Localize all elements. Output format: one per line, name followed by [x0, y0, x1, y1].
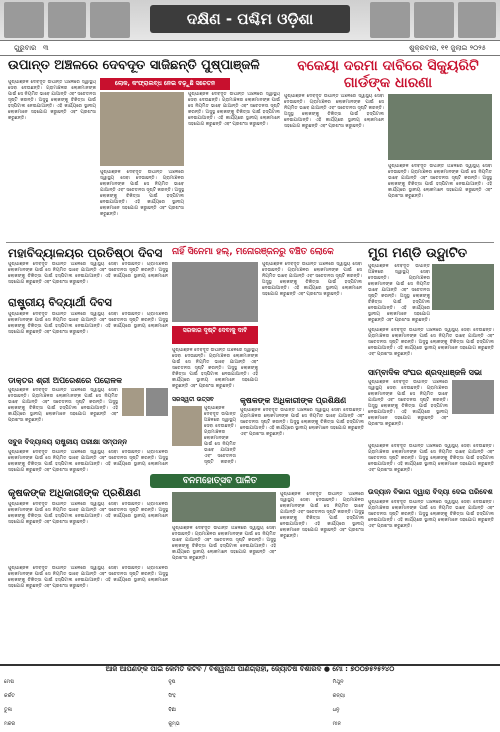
article-text: ପୁଷ୍ପାଞ୍ଜଳି ଦେବଦୂତ ଉପାନ୍ତ ଅଞ୍ଚଳରେ ସ୍ୱାସ୍ଥ୍ୟ ସେବା ଦେଉଛନ୍ତି। ଗ୍ରାମାଞ୍ଚଳର ଲୋକମାନଙ୍କ ପାଇଁ ସେ ନିୟମିତ ଭାବେ ଯାଆନ୍ତି ଏବଂ ସଚେତନତା ସୃଷ୍ଟି କରନ୍ତି।: [204, 406, 236, 465]
story-headline: ସବୁଜ ବିଦ୍ୟାଳୟ ରାଷ୍ଟ୍ରୀୟ ପରୀକ୍ଷା ସମ୍ପନ୍ନ: [8, 438, 128, 446]
article-text: ପୁଷ୍ପାଞ୍ଜଳି ଦେବଦୂତ ଉପାନ୍ତ ଅଞ୍ଚଳରେ ସ୍ୱାସ୍ଥ୍ୟ ସେବା ଦେଉଛନ୍ତି। ଗ୍ରାମାଞ୍ଚଳର ଲୋକମାନଙ୍କ ପାଇଁ ସେ ନିୟମିତ ଭାବେ ଯାଆନ୍ତି ଏବଂ ସଚେତନତା ସୃଷ୍ଟି କରନ୍ତି। ଅସୁସ୍ଥ ଲୋକଙ୍କୁ ଚିକିତ୍ସା ପାଇଁ ହସ୍ପିଟାଲ ନେଇଯାଆନ୍ତି। ଏହି କାର୍ଯ୍ୟରେ ସ୍ଥାନୀୟ ଲୋକମାନେ ସହଯୋଗ କରୁଛନ୍ତି ଏବଂ ପ୍ରଶଂସା କରୁଛନ୍ତି।: [8, 312, 168, 335]
dateline: [0, 40, 500, 56]
divider: [6, 242, 494, 243]
date: ଶୁକ୍ରବାର, ୧୧ ଜୁଲାଇ ୨୦୨୫: [409, 44, 486, 52]
horoscope-item: ସିଂହ: [168, 693, 176, 699]
article-photo: [388, 94, 492, 160]
article-text: ପୁଷ୍ପାଞ୍ଜଳି ଦେବଦୂତ ଉପାନ୍ତ ଅଞ୍ଚଳରେ ସ୍ୱାସ୍ଥ୍ୟ ସେବା ଦେଉଛନ୍ତି। ଗ୍ରାମାଞ୍ଚଳର ଲୋକମାନଙ୍କ ପାଇଁ ସେ ନିୟମିତ ଭାବେ ଯାଆନ୍ତି ଏବଂ ସଚେତନତା ସୃଷ୍ଟି କରନ୍ତି। ଅସୁସ୍ଥ ଲୋକଙ୍କୁ ଚିକିତ୍ସା ପାଇଁ ହସ୍ପିଟାଲ ନେଇଯାଆନ୍ତି। ଏହି କାର୍ଯ୍ୟରେ ସ୍ଥାନୀୟ ଲୋକମାନେ ସହଯୋଗ କରୁଛନ୍ତି ଏବଂ ପ୍ରଶଂସା କରୁଛନ୍ତି।: [284, 94, 384, 129]
article-text: ପୁଷ୍ପାଞ୍ଜଳି ଦେବଦୂତ ଉପାନ୍ତ ଅଞ୍ଚଳରେ ସ୍ୱାସ୍ଥ୍ୟ ସେବା ଦେଉଛନ୍ତି। ଗ୍ରାମାଞ୍ଚଳର ଲୋକମାନଙ୍କ ପାଇଁ ସେ ନିୟମିତ ଭାବେ ଯାଆନ୍ତି ଏବଂ ସଚେତନତା ସୃଷ୍ଟି କରନ୍ତି। ଅସୁସ୍ଥ ଲୋକଙ୍କୁ ଚିକିତ୍ସା ପାଇଁ ହସ୍ପିଟାଲ ନେଇଯାଆନ୍ତି। ଏହି କାର୍ଯ୍ୟରେ ସ୍ଥାନୀୟ ଲୋକମାନେ ସହଯୋଗ କରୁଛନ୍ତି ଏବଂ ପ୍ରଶଂସା କରୁଛନ୍ତି।: [280, 492, 364, 539]
article-photo: [100, 92, 184, 166]
page-label: ଗୁରୁବାର ୩: [14, 44, 49, 52]
story-callout: ସରକାର ଦୃଷ୍ଟି ଦେବାକୁ ଦାବି: [172, 326, 258, 344]
horoscope-item: ମକର: [4, 721, 16, 727]
story-headline: ମହାବିଦ୍ୟାଳୟର ପ୍ରତିଷ୍ଠା ଦିବସ: [8, 246, 163, 260]
article-photo: [172, 262, 258, 322]
horoscope-item: କର୍କଟ: [4, 693, 15, 699]
masthead-title: ଦକ୍ଷିଣ - ପଶ୍ଚିମ ଓଡ଼ିଶା: [150, 5, 350, 33]
article-text: ପୁଷ୍ପାଞ୍ଜଳି ଦେବଦୂତ ଉପାନ୍ତ ଅଞ୍ଚଳରେ ସ୍ୱାସ୍ଥ୍ୟ ସେବା ଦେଉଛନ୍ତି। ଗ୍ରାମାଞ୍ଚଳର ଲୋକମାନଙ୍କ ପାଇଁ ସେ ନିୟମିତ ଭାବେ ଯାଆନ୍ତି ଏବଂ ସଚେତନତା ସୃଷ୍ଟି କରନ୍ତି। ଅସୁସ୍ଥ ଲୋକଙ୍କୁ ଚିକିତ୍ସା ପାଇଁ ହସ୍ପିଟାଲ ନେଇଯାଆନ୍ତି। ଏହି କାର୍ଯ୍ୟରେ ସ୍ଥାନୀୟ ଲୋକମାନେ ସହଯୋଗ କରୁଛନ୍ତି ଏବଂ ପ୍ରଶଂସା କରୁଛନ୍ତି।: [8, 388, 118, 423]
horoscope-item: ବିଛା: [168, 707, 177, 713]
article-text: ପୁଷ୍ପାଞ୍ଜଳି ଦେବଦୂତ ଉପାନ୍ତ ଅଞ୍ଚଳରେ ସ୍ୱାସ୍ଥ୍ୟ ସେବା ଦେଉଛନ୍ତି। ଗ୍ରାମାଞ୍ଚଳର ଲୋକମାନଙ୍କ ପାଇଁ ସେ ନିୟମିତ ଭାବେ ଯାଆନ୍ତି ଏବଂ ସଚେତନତା ସୃଷ୍ଟି କରନ୍ତି। ଅସୁସ୍ଥ ଲୋକଙ୍କୁ ଚିକିତ୍ସା ପାଇଁ ହସ୍ପିଟାଲ ନେଇଯାଆନ୍ତି। ଏହି କାର୍ଯ୍ୟରେ ସ୍ଥାନୀୟ ଲୋକମାନେ ସହଯୋଗ କରୁଛନ୍ତି ଏବଂ ପ୍ରଶଂସା କରୁଛନ୍ତି।: [8, 262, 168, 285]
story-subheadline: ଲୋକ, କଂଫ୍ରାଲବ୍ଧ ନେଇ ବଢ଼ୁଛି ସଚେତନ: [100, 78, 230, 90]
article-photo: [172, 406, 202, 446]
article-photo: [432, 264, 494, 310]
article-text: ପୁଷ୍ପାଞ୍ଜଳି ଦେବଦୂତ ଉପାନ୍ତ ଅଞ୍ଚଳରେ ସ୍ୱାସ୍ଥ୍ୟ ସେବା ଦେଉଛନ୍ତି। ଗ୍ରାମାଞ୍ଚଳର ଲୋକମାନଙ୍କ ପାଇଁ ସେ ନିୟମିତ ଭାବେ ଯାଆନ୍ତି ଏବଂ ସଚେତନତା ସୃଷ୍ଟି କରନ୍ତି। ଅସୁସ୍ଥ ଲୋକଙ୍କୁ ଚିକିତ୍ସା ପାଇଁ ହସ୍ପିଟାଲ ନେଇଯାଆନ୍ତି। ଏହି କାର୍ଯ୍ୟରେ ସ୍ଥାନୀୟ ଲୋକମାନେ ସହଯୋଗ କରୁଛନ୍ତି ଏବଂ ପ୍ରଶଂସା କରୁଛନ୍ତି।: [240, 408, 364, 437]
story-headline: ନାହିଁ ସିନେମା ହଲ୍, ମନୋରଞ୍ଜନରୁ ବଞ୍ଚିତ ଲୋକେ: [172, 247, 334, 257]
article-text: ପୁଷ୍ପାଞ୍ଜଳି ଦେବଦୂତ ଉପାନ୍ତ ଅଞ୍ଚଳରେ ସ୍ୱାସ୍ଥ୍ୟ ସେବା ଦେଉଛନ୍ତି। ଗ୍ରାମାଞ୍ଚଳର ଲୋକମାନଙ୍କ ପାଇଁ ସେ ନିୟମିତ ଭାବେ ଯାଆନ୍ତି ଏବଂ ସଚେତନତା ସୃଷ୍ଟି କରନ୍ତି। ଅସୁସ୍ଥ ଲୋକଙ୍କୁ ଚିକିତ୍ସା ପାଇଁ ହସ୍ପିଟାଲ ନେଇଯାଆନ୍ତି। ଏହି କାର୍ଯ୍ୟରେ ସ୍ଥାନୀୟ ଲୋକମାନେ ସହଯୋଗ କରୁଛନ୍ତି ଏବଂ ପ୍ରଶଂସା କରୁଛନ୍ତି।: [368, 264, 430, 323]
article-text: ପୁଷ୍ପାଞ୍ଜଳି ଦେବଦୂତ ଉପାନ୍ତ ଅଞ୍ଚଳରେ ସ୍ୱାସ୍ଥ୍ୟ ସେବା ଦେଉଛନ୍ତି। ଗ୍ରାମାଞ୍ଚଳର ଲୋକମାନଙ୍କ ପାଇଁ ସେ ନିୟମିତ ଭାବେ ଯାଆନ୍ତି ଏବଂ ସଚେତନତା ସୃଷ୍ଟି କରନ୍ତି। ଅସୁସ୍ଥ ଲୋକଙ୍କୁ ଚିକିତ୍ସା ପାଇଁ ହସ୍ପିଟାଲ ନେଇଯାଆନ୍ତି। ଏହି କାର୍ଯ୍ୟରେ ସ୍ଥାନୀୟ ଲୋକମାନେ ସହଯୋଗ କରୁଛନ୍ତି ଏବଂ ପ୍ରଶଂସା କରୁଛନ୍ତି।: [8, 80, 96, 121]
article-text: ପୁଷ୍ପାଞ୍ଜଳି ଦେବଦୂତ ଉପାନ୍ତ ଅଞ୍ଚଳରେ ସ୍ୱାସ୍ଥ୍ୟ ସେବା ଦେଉଛନ୍ତି। ଗ୍ରାମାଞ୍ଚଳର ଲୋକମାନଙ୍କ ପାଇଁ ସେ ନିୟମିତ ଭାବେ ଯାଆନ୍ତି ଏବଂ ସଚେତନତା ସୃଷ୍ଟି କରନ୍ତି। ଅସୁସ୍ଥ ଲୋକଙ୍କୁ ଚିକିତ୍ସା ପାଇଁ ହସ୍ପିଟାଲ ନେଇଯାଆନ୍ତି। ଏହି କାର୍ଯ୍ୟରେ ସ୍ଥାନୀୟ ଲୋକମାନେ ସହଯୋଗ କରୁଛନ୍ତି ଏବଂ ପ୍ରଶଂସା କରୁଛନ୍ତି।: [368, 444, 494, 473]
horoscope-item: କୁମ୍ଭ: [168, 721, 180, 727]
article-text: ପୁଷ୍ପାଞ୍ଜଳି ଦେବଦୂତ ଉପାନ୍ତ ଅଞ୍ଚଳରେ ସ୍ୱାସ୍ଥ୍ୟ ସେବା ଦେଉଛନ୍ତି। ଗ୍ରାମାଞ୍ଚଳର ଲୋକମାନଙ୍କ ପାଇଁ ସେ ନିୟମିତ ଭାବେ ଯାଆନ୍ତି ଏବଂ ସଚେତନତା ସୃଷ୍ଟି କରନ୍ତି। ଅସୁସ୍ଥ ଲୋକଙ୍କୁ ଚିକିତ୍ସା ପାଇଁ ହସ୍ପିଟାଲ ନେଇଯାଆନ୍ତି। ଏହି କାର୍ଯ୍ୟରେ ସ୍ଥାନୀୟ ଲୋକମାନେ ସହଯୋଗ କରୁଛନ୍ତି ଏବଂ ପ୍ରଶଂସା କରୁଛନ୍ତି।: [368, 500, 494, 529]
story-headline: ସରସ୍ୱତୀ ଉତ୍ସବ: [172, 396, 214, 403]
horoscope-item: କନ୍ୟା: [332, 693, 346, 699]
story-headline: କୃଷକଙ୍କ ଅଧିକାରୀଙ୍କ ପ୍ରଶିକ୍ଷଣ: [240, 396, 347, 405]
article-text: ପୁଷ୍ପାଞ୍ଜଳି ଦେବଦୂତ ଉପାନ୍ତ ଅଞ୍ଚଳରେ ସ୍ୱାସ୍ଥ୍ୟ ସେବା ଦେଉଛନ୍ତି। ଗ୍ରାମାଞ୍ଚଳର ଲୋକମାନଙ୍କ ପାଇଁ ସେ ନିୟମିତ ଭାବେ ଯାଆନ୍ତି ଏବଂ ସଚେତନତା ସୃଷ୍ଟି କରନ୍ତି। ଅସୁସ୍ଥ ଲୋକଙ୍କୁ ଚିକିତ୍ସା ପାଇଁ ହସ୍ପିଟାଲ ନେଇଯାଆନ୍ତି। ଏହି କାର୍ଯ୍ୟରେ ସ୍ଥାନୀୟ ଲୋକମାନେ ସହଯୋଗ କରୁଛନ୍ତି ଏବଂ ପ୍ରଶଂସା କରୁଛନ୍ତି।: [368, 328, 494, 357]
article-text: ପୁଷ୍ପାଞ୍ଜଳି ଦେବଦୂତ ଉପାନ୍ତ ଅଞ୍ଚଳରେ ସ୍ୱାସ୍ଥ୍ୟ ସେବା ଦେଉଛନ୍ତି। ଗ୍ରାମାଞ୍ଚଳର ଲୋକମାନଙ୍କ ପାଇଁ ସେ ନିୟମିତ ଭାବେ ଯାଆନ୍ତି ଏବଂ ସଚେତନତା ସୃଷ୍ଟି କରନ୍ତି। ଅସୁସ୍ଥ ଲୋକଙ୍କୁ ଚିକିତ୍ସା ପାଇଁ ହସ୍ପିଟାଲ ନେଇଯାଆନ୍ତି। ଏହି କାର୍ଯ୍ୟରେ ସ୍ଥାନୀୟ ଲୋକମାନେ ସହଯୋଗ କରୁଛନ୍ତି ଏବଂ ପ୍ରଶଂସା କରୁଛନ୍ତି।: [188, 92, 280, 127]
article-text: ପୁଷ୍ପାଞ୍ଜଳି ଦେବଦୂତ ଉପାନ୍ତ ଅଞ୍ଚଳରେ ସ୍ୱାସ୍ଥ୍ୟ ସେବା ଦେଉଛନ୍ତି। ଗ୍ରାମାଞ୍ଚଳର ଲୋକମାନଙ୍କ ପାଇଁ ସେ ନିୟମିତ ଭାବେ ଯାଆନ୍ତି ଏବଂ ସଚେତନତା ସୃଷ୍ଟି କରନ୍ତି। ଅସୁସ୍ଥ ଲୋକଙ୍କୁ ଚିକିତ୍ସା ପାଇଁ ହସ୍ପିଟାଲ ନେଇଯାଆନ୍ତି। ଏହି କାର୍ଯ୍ୟରେ ସ୍ଥାନୀୟ ଲୋକମାନେ ସହଯୋଗ କରୁଛନ୍ତି ଏବଂ ପ୍ରଶଂସା କରୁଛନ୍ତି।: [368, 380, 448, 427]
article-text: ପୁଷ୍ପାଞ୍ଜଳି ଦେବଦୂତ ଉପାନ୍ତ ଅଞ୍ଚଳରେ ସ୍ୱାସ୍ଥ୍ୟ ସେବା ଦେଉଛନ୍ତି। ଗ୍ରାମାଞ୍ଚଳର ଲୋକମାନଙ୍କ ପାଇଁ ସେ ନିୟମିତ ଭାବେ ଯାଆନ୍ତି ଏବଂ ସଚେତନତା ସୃଷ୍ଟି କରନ୍ତି। ଅସୁସ୍ଥ ଲୋକଙ୍କୁ ଚିକିତ୍ସା ପାଇଁ ହସ୍ପିଟାଲ ନେଇଯାଆନ୍ତି। ଏହି କାର୍ଯ୍ୟରେ ସ୍ଥାନୀୟ ଲୋକମାନେ ସହଯୋଗ କରୁଛନ୍ତି ଏବଂ ପ୍ରଶଂସା କରୁଛନ୍ତି।: [8, 566, 168, 589]
article-text: ପୁଷ୍ପାଞ୍ଜଳି ଦେବଦୂତ ଉପାନ୍ତ ଅଞ୍ଚଳରେ ସ୍ୱାସ୍ଥ୍ୟ ସେବା ଦେଉଛନ୍ତି। ଗ୍ରାମାଞ୍ଚଳର ଲୋକମାନଙ୍କ ପାଇଁ ସେ ନିୟମିତ ଭାବେ ଯାଆନ୍ତି ଏବଂ ସଚେତନତା ସୃଷ୍ଟି କରନ୍ତି। ଅସୁସ୍ଥ ଲୋକଙ୍କୁ ଚିକିତ୍ସା ପାଇଁ ହସ୍ପିଟାଲ ନେଇଯାଆନ୍ତି। ଏହି କାର୍ଯ୍ୟରେ ସ୍ଥାନୀୟ ଲୋକମାନେ ସହଯୋଗ କରୁଛନ୍ତି ଏବଂ ପ୍ରଶଂସା କରୁଛନ୍ତି।: [172, 348, 258, 389]
horoscope-item: ତୁଳା: [4, 707, 12, 713]
banner-photo: [370, 2, 410, 38]
article-text: ପୁଷ୍ପାଞ୍ଜଳି ଦେବଦୂତ ଉପାନ୍ତ ଅଞ୍ଚଳରେ ସ୍ୱାସ୍ଥ୍ୟ ସେବା ଦେଉଛନ୍ତି। ଗ୍ରାମାଞ୍ଚଳର ଲୋକମାନଙ୍କ ପାଇଁ ସେ ନିୟମିତ ଭାବେ ଯାଆନ୍ତି ଏବଂ ସଚେତନତା ସୃଷ୍ଟି କରନ୍ତି। ଅସୁସ୍ଥ ଲୋକଙ୍କୁ ଚିକିତ୍ସା ପାଇଁ ହସ୍ପିଟାଲ ନେଇଯାଆନ୍ତି। ଏହି କାର୍ଯ୍ୟରେ ସ୍ଥାନୀୟ ଲୋକମାନେ ସହଯୋଗ କରୁଛନ୍ତି ଏବଂ ପ୍ରଶଂସା କରୁଛନ୍ତି।: [262, 262, 362, 297]
article-text: ପୁଷ୍ପାଞ୍ଜଳି ଦେବଦୂତ ଉପାନ୍ତ ଅଞ୍ଚଳରେ ସ୍ୱାସ୍ଥ୍ୟ ସେବା ଦେଉଛନ୍ତି। ଗ୍ରାମାଞ୍ଚଳର ଲୋକମାନଙ୍କ ପାଇଁ ସେ ନିୟମିତ ଭାବେ ଯାଆନ୍ତି ଏବଂ ସଚେତନତା ସୃଷ୍ଟି କରନ୍ତି। ଅସୁସ୍ଥ ଲୋକଙ୍କୁ ଚିକିତ୍ସା ପାଇଁ ହସ୍ପିଟାଲ ନେଇଯାଆନ୍ତି। ଏହି କାର୍ଯ୍ୟରେ ସ୍ଥାନୀୟ ଲୋକମାନେ ସହଯୋଗ କରୁଛନ୍ତି ଏବଂ ପ୍ରଶଂସା କରୁଛନ୍ତି।: [8, 450, 168, 473]
story-headline: ଡାକ୍ତର ଶ୍ରୀ ଅପରେଶରେ ପରୋଳକ: [8, 376, 122, 385]
story-headline: ବନମହୋତ୍ସବ ପାଳିତ: [150, 474, 290, 488]
story-headline: ରାଷ୍ଟ୍ରୀୟ ବିଦ୍ୟାର୍ଥୀ ଦିବସ: [8, 296, 112, 309]
article-text: ପୁଷ୍ପାଞ୍ଜଳି ଦେବଦୂତ ଉପାନ୍ତ ଅଞ୍ଚଳରେ ସ୍ୱାସ୍ଥ୍ୟ ସେବା ଦେଉଛନ୍ତି। ଗ୍ରାମାଞ୍ଚଳର ଲୋକମାନଙ୍କ ପାଇଁ ସେ ନିୟମିତ ଭାବେ ଯାଆନ୍ତି ଏବଂ ସଚେତନତା ସୃଷ୍ଟି କରନ୍ତି। ଅସୁସ୍ଥ ଲୋକଙ୍କୁ ଚିକିତ୍ସା ପାଇଁ ହସ୍ପିଟାଲ ନେଇଯାଆନ୍ତି। ଏହି କାର୍ଯ୍ୟରେ ସ୍ଥାନୀୟ ଲୋକମାନେ ସହଯୋଗ କରୁଛନ୍ତି ଏବଂ ପ୍ରଶଂସା କରୁଛନ୍ତି।: [8, 502, 168, 525]
article-text: ପୁଷ୍ପାଞ୍ଜଳି ଦେବଦୂତ ଉପାନ୍ତ ଅଞ୍ଚଳରେ ସ୍ୱାସ୍ଥ୍ୟ ସେବା ଦେଉଛନ୍ତି। ଗ୍ରାମାଞ୍ଚଳର ଲୋକମାନଙ୍କ ପାଇଁ ସେ ନିୟମିତ ଭାବେ ଯାଆନ୍ତି ଏବଂ ସଚେତନତା ସୃଷ୍ଟି କରନ୍ତି। ଅସୁସ୍ଥ ଲୋକଙ୍କୁ ଚିକିତ୍ସା ପାଇଁ ହସ୍ପିଟାଲ ନେଇଯାଆନ୍ତି। ଏହି କାର୍ଯ୍ୟରେ ସ୍ଥାନୀୟ ଲୋକମାନେ ସହଯୋଗ କରୁଛନ୍ତି ଏବଂ ପ୍ରଶଂସା କରୁଛନ୍ତି।: [100, 170, 184, 217]
horoscope-item: ଧନୁ: [332, 707, 340, 713]
horoscope-title: ଆଜି ଆପଣଙ୍କ ପାଇଁ କେମିତି କଟିବ / ବିଶ୍ୱନାଥ ପାଣିଗ୍ରାହୀ, ଜ୍ୟୋତିଷ ବିଶାରଦ ● ମୋ : ୭୦୦୭୫୨୫୨୪୦: [105, 665, 395, 673]
banner-photo: [90, 2, 130, 38]
story-headline: ମୁଗ ମଣ୍ଡି ଉଦ୍ଘାଟିତ: [368, 246, 468, 261]
article-photo: [452, 380, 494, 414]
horoscope-grid: [4, 676, 496, 728]
article-text: ପୁଷ୍ପାଞ୍ଜଳି ଦେବଦୂତ ଉପାନ୍ତ ଅଞ୍ଚଳରେ ସ୍ୱାସ୍ଥ୍ୟ ସେବା ଦେଉଛନ୍ତି। ଗ୍ରାମାଞ୍ଚଳର ଲୋକମାନଙ୍କ ପାଇଁ ସେ ନିୟମିତ ଭାବେ ଯାଆନ୍ତି ଏବଂ ସଚେତନତା ସୃଷ୍ଟି କରନ୍ତି। ଅସୁସ୍ଥ ଲୋକଙ୍କୁ ଚିକିତ୍ସା ପାଇଁ ହସ୍ପିଟାଲ ନେଇଯାଆନ୍ତି। ଏହି କାର୍ଯ୍ୟରେ ସ୍ଥାନୀୟ ଲୋକମାନେ ସହଯୋଗ କରୁଛନ୍ତି ଏବଂ ପ୍ରଶଂସା କରୁଛନ୍ତି।: [388, 164, 492, 199]
horoscope-item: ବୃଷ: [168, 679, 176, 685]
story-headline: ସାମ୍ବାଦିକ ସଂଘର ଶ୍ରଦ୍ଧାଞ୍ଜଳି ସଭା: [368, 368, 483, 377]
horoscope-item: ମୀନ: [332, 721, 341, 727]
article-text: ପୁଷ୍ପାଞ୍ଜଳି ଦେବଦୂତ ଉପାନ୍ତ ଅଞ୍ଚଳରେ ସ୍ୱାସ୍ଥ୍ୟ ସେବା ଦେଉଛନ୍ତି। ଗ୍ରାମାଞ୍ଚଳର ଲୋକମାନଙ୍କ ପାଇଁ ସେ ନିୟମିତ ଭାବେ ଯାଆନ୍ତି ଏବଂ ସଚେତନତା ସୃଷ୍ଟି କରନ୍ତି। ଅସୁସ୍ଥ ଲୋକଙ୍କୁ ଚିକିତ୍ସା ପାଇଁ ହସ୍ପିଟାଲ ନେଇଯାଆନ୍ତି। ଏହି କାର୍ଯ୍ୟରେ ସ୍ଥାନୀୟ ଲୋକମାନେ ସହଯୋଗ କରୁଛନ୍ତି ଏବଂ ପ୍ରଶଂସା କରୁଛନ୍ତି।: [172, 526, 276, 561]
portrait-photo: [122, 388, 144, 416]
story-headline: ଉଦ୍ୟାନ ବିଭାଗ ଦ୍ୱାରା ବିଦ୍ୟା ଦେଇ ପରିବେଶ: [368, 488, 493, 496]
banner-photo: [4, 2, 44, 38]
article-photo: [172, 492, 276, 522]
horoscope-item: ମିଥୁନ: [332, 679, 344, 685]
banner-photo: [48, 2, 86, 38]
story-headline: ଉପାନ୍ତ ଅଞ୍ଚଳରେ ଦେବଦୂତ ସାଜିଛନ୍ତି ପୁଷ୍ପାଞ୍ଜଳି: [8, 58, 260, 73]
banner-photo: [414, 2, 454, 38]
portrait-photo: [146, 388, 168, 416]
banner-photo: [458, 2, 496, 38]
story-headline: କୃଷକଙ୍କ ଅଧିକାରୀଙ୍କ ପ୍ରଶିକ୍ଷଣ: [8, 488, 141, 499]
horoscope-item: ମେଷ: [4, 679, 14, 685]
story-headline: ବକେୟା ଦରମା ଦାବିରେ ସିକ୍ୟୁରିଟି ଗାର୍ଡଙ୍କ ଧାରଣା: [297, 58, 479, 91]
